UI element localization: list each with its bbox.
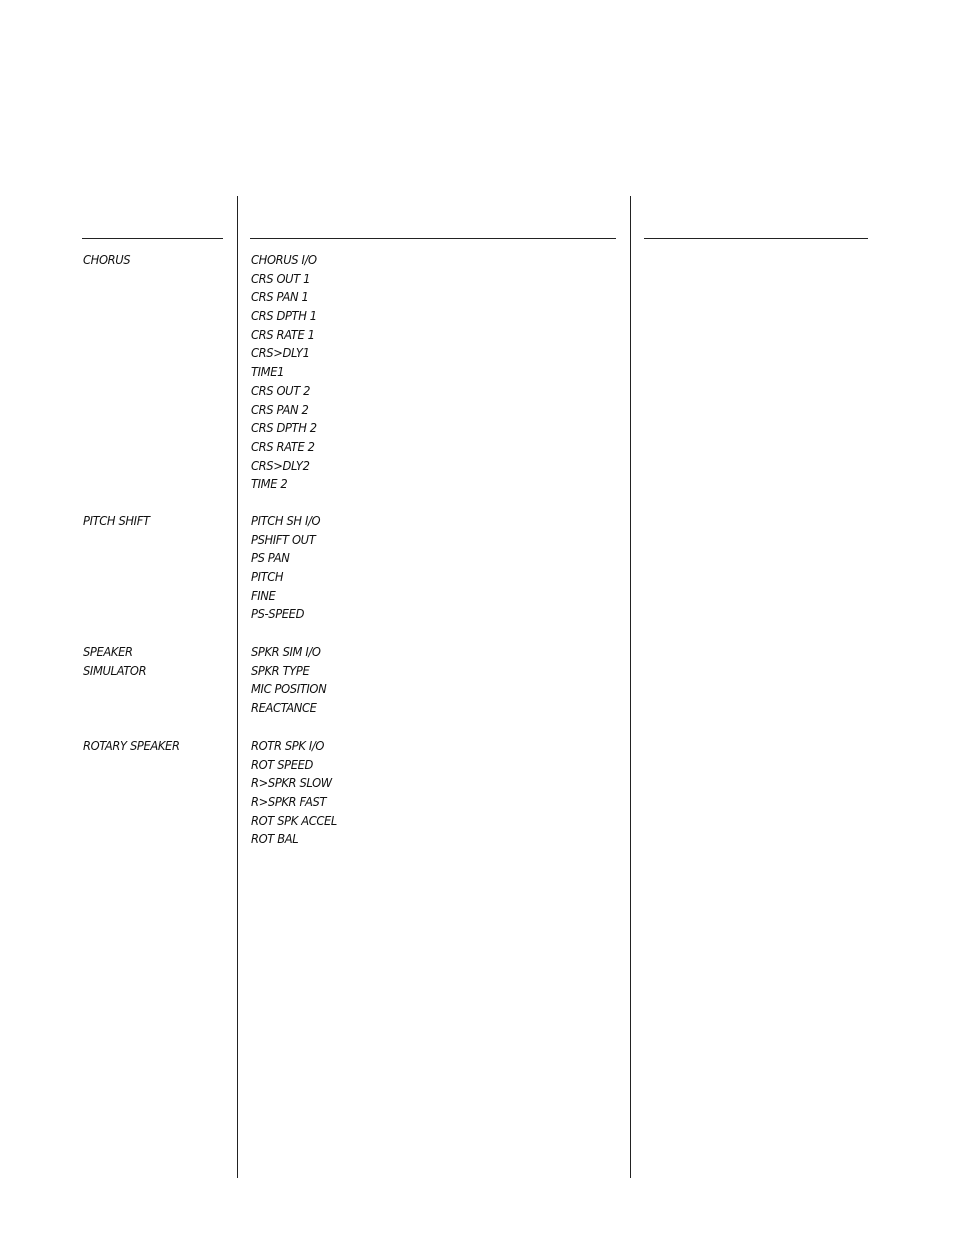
parameter-item: MIC POSITION bbox=[251, 681, 327, 697]
parameter-item: ROT SPK ACCEL bbox=[251, 812, 337, 828]
parameter-item: ROT SPEED bbox=[251, 756, 314, 772]
parameter-item: PITCH SH I/O bbox=[251, 513, 321, 528]
parameter-item: CRS>DLY2 bbox=[251, 457, 310, 473]
effect-name bbox=[83, 643, 207, 680]
parameter-item: REACTANCE bbox=[251, 700, 317, 716]
parameter-item: CRS DPTH 2 bbox=[251, 420, 317, 436]
parameter-list bbox=[251, 512, 320, 624]
parameter-item: PSHIFT OUT bbox=[251, 531, 316, 547]
effect-name-line: CHORUS bbox=[83, 252, 131, 267]
effect-name-line: ROTARY SPEAKER bbox=[83, 738, 180, 753]
parameter-item: ROT BAL bbox=[251, 831, 299, 847]
effect-name bbox=[83, 737, 207, 756]
header-rule-parameter-column bbox=[250, 238, 616, 239]
parameter-item: PS-SPEED bbox=[251, 606, 305, 622]
parameter-item: CRS OUT 2 bbox=[251, 382, 311, 398]
parameter-list bbox=[251, 251, 317, 494]
parameter-item: CRS DPTH 1 bbox=[251, 308, 317, 324]
parameter-item: ROTR SPK I/O bbox=[251, 738, 325, 753]
effect-name-line: SPEAKER bbox=[83, 644, 133, 659]
effect-name bbox=[83, 512, 207, 531]
parameter-item: R>SPKR FAST bbox=[251, 794, 327, 810]
parameter-item: PITCH bbox=[251, 569, 284, 585]
parameter-item: PS PAN bbox=[251, 550, 290, 566]
column-divider-right bbox=[630, 196, 631, 1178]
header-rule-notes-column bbox=[644, 238, 868, 239]
parameter-item: CHORUS I/O bbox=[251, 252, 317, 267]
parameter-item: CRS OUT 1 bbox=[251, 270, 311, 286]
parameter-list bbox=[251, 643, 326, 718]
parameter-list bbox=[251, 737, 337, 849]
parameter-item: SPKR TYPE bbox=[251, 662, 310, 678]
parameter-item: TIME1 bbox=[251, 364, 285, 380]
parameter-item: CRS PAN 1 bbox=[251, 289, 309, 305]
effect-name bbox=[83, 251, 207, 270]
parameter-item: CRS RATE 2 bbox=[251, 438, 315, 454]
parameter-item: CRS PAN 2 bbox=[251, 401, 309, 417]
parameter-item: SPKR SIM I/O bbox=[251, 644, 321, 659]
header-rule-effect-column bbox=[82, 238, 223, 239]
parameter-item: TIME 2 bbox=[251, 476, 288, 492]
column-divider-left bbox=[237, 196, 238, 1178]
effect-name-line: PITCH SHIFT bbox=[83, 513, 150, 528]
effect-name-line: SIMULATOR bbox=[83, 662, 147, 678]
parameter-item: FINE bbox=[251, 587, 276, 603]
parameter-item: CRS>DLY1 bbox=[251, 345, 310, 361]
parameter-item: CRS RATE 1 bbox=[251, 326, 315, 342]
parameter-item: R>SPKR SLOW bbox=[251, 775, 332, 791]
